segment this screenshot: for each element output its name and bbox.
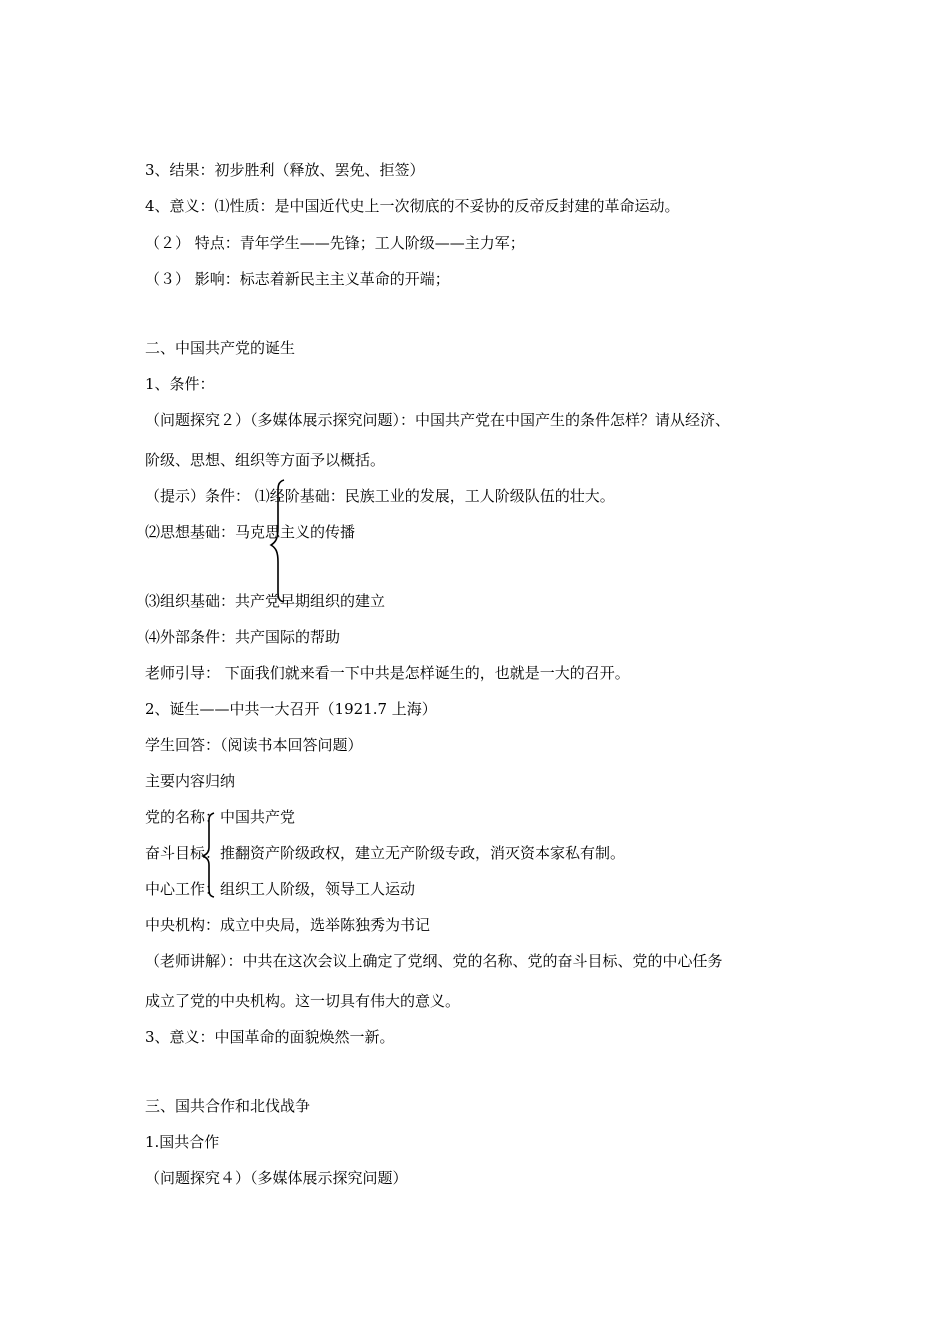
- text-line: （问题探究４）（多媒体展示探究问题）: [145, 1169, 408, 1187]
- section-heading: 二、中国共产党的诞生: [145, 339, 296, 357]
- text-line: （提示）条件： ⑴经阶基础：民族工业的发展，工人阶级队伍的壮大。: [145, 487, 615, 505]
- text-line: 主要内容归纳: [145, 772, 236, 790]
- text-line: 2、诞生——中共一大召开（1921.7 上海）: [145, 700, 437, 718]
- text-line: 奋斗目标：推翻资产阶级政权，建立无产阶级专政，消灭资本家私有制。: [145, 844, 626, 862]
- text-line: 1.国共合作: [145, 1133, 220, 1151]
- text-line: 学生回答：（阅读书本回答问题）: [145, 736, 363, 754]
- text-line: 4、意义：⑴性质：是中国近代史上一次彻底的不妥协的反帝反封建的革命运动。: [145, 197, 680, 215]
- text-line: （问题探究２）（多媒体展示探究问题）：中国共产党在中国产生的条件怎样？请从经济、: [145, 411, 731, 429]
- text-line: （老师讲解）：中共在这次会议上确定了党纲、党的名称、党的奋斗目标、党的中心任务: [145, 952, 723, 970]
- text-line: 党的名称：中国共产党: [145, 808, 296, 826]
- text-line: 3、意义：中国革命的面貌焕然一新。: [145, 1028, 395, 1046]
- curly-brace-conditions: [268, 478, 288, 604]
- text-line: （３） 影响：标志着新民主主义革命的开端；: [145, 270, 450, 288]
- text-line: 3、结果：初步胜利（释放、罢免、拒签）: [145, 161, 425, 179]
- section-heading: 三、国共合作和北伐战争: [145, 1097, 311, 1115]
- text-line: 阶级、思想、组织等方面予以概括。: [145, 451, 386, 469]
- text-line: ⑷外部条件：共产国际的帮助: [145, 628, 341, 646]
- text-line: 成立了党的中央机构。这一切具有伟大的意义。: [145, 992, 461, 1010]
- curly-brace-summary: [200, 811, 218, 899]
- text-line: （２） 特点：青年学生——先锋；工人阶级——主力军；: [145, 234, 525, 252]
- text-line: 1、条件：: [145, 375, 215, 393]
- text-line: 中央机构：成立中央局，选举陈独秀为书记: [145, 916, 431, 934]
- text-line: ⑶组织基础：共产党早期组织的建立: [145, 592, 386, 610]
- text-line: 老师引导： 下面我们就来看一下中共是怎样诞生的，也就是一大的召开。: [145, 664, 630, 682]
- text-line: ⑵思想基础：马克思主义的传播: [145, 523, 356, 541]
- text-line: 中心工作：组织工人阶级，领导工人运动: [145, 880, 416, 898]
